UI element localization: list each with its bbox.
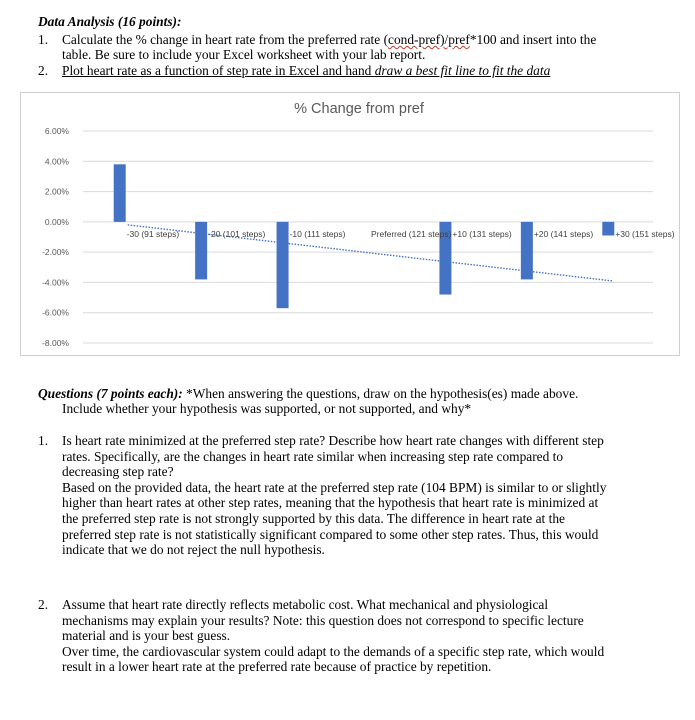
item1-text-a: Calculate the % change in heart rate from the preferred rate (	[62, 32, 389, 47]
bar-chart	[21, 93, 679, 355]
q1-line-1: Is heart rate minimized at the preferred step rate? Describe how heart rate changes with different step	[62, 433, 604, 448]
bar-2	[195, 222, 207, 280]
item2-number: 2.	[38, 63, 49, 78]
x-tick-label: Preferred (121 steps)	[371, 228, 452, 239]
y-tick-label: -2.00%	[42, 247, 69, 258]
item1-number: 1.	[38, 32, 49, 47]
bar-6	[521, 222, 533, 280]
x-tick-label: -20 (101 steps)	[208, 228, 266, 239]
q1-number: 1.	[38, 433, 49, 448]
q2-number: 2.	[38, 597, 49, 612]
questions-heading-line	[38, 386, 578, 401]
y-tick-label: 0.00%	[44, 216, 69, 227]
y-tick-label: 4.00%	[44, 156, 69, 167]
q1-line-2: rates. Specifically, are the changes in heart rate similar when increasing step rate compared to	[62, 448, 564, 464]
q1-line-3: decreasing step rate?	[62, 464, 174, 480]
q1-line-5: higher than heart rates at other step rates, meaning that the hypothesis that heart rate is minimized at	[62, 495, 599, 511]
item1-line1	[62, 32, 596, 47]
bar-1	[114, 164, 126, 222]
item1-text-c: *100 and insert into the	[469, 32, 597, 47]
chart-title: % Change from pref	[294, 101, 424, 117]
y-tick-label: -6.00%	[42, 307, 69, 318]
data-analysis-heading: Data Analysis (16 points):	[38, 14, 182, 29]
q2-line-1: Assume that heart rate directly reflects metabolic cost. What mechanical and physiological	[62, 597, 549, 612]
y-tick-label: -4.00%	[42, 277, 69, 288]
q1-line-7: preferred step rate is not statistically significant compared to some other step rates. Thus, this would	[62, 526, 599, 542]
questions-intro-1: *When answering the questions, draw on the hypothesis(es) made above.	[182, 386, 579, 401]
x-tick-label: -10 (111 steps)	[289, 228, 346, 239]
item1-line2: table. Be sure to include your Excel worksheet with your lab report.	[62, 47, 426, 62]
x-tick-label: +20 (141 steps)	[533, 228, 594, 239]
q2-line-3: material and is your best guess.	[62, 628, 231, 644]
bar-7	[602, 222, 614, 236]
y-tick-layer	[42, 126, 69, 348]
x-tick-label: -30 (91 steps)	[126, 228, 180, 239]
x-label-layer	[127, 229, 675, 239]
q1-line-6: the preferred step rate is not strongly supported by this data. The difference in heart rate at the	[62, 511, 565, 526]
questions-heading: Questions (7 points each):	[38, 386, 183, 401]
q2-line-5: result in a lower heart rate at the preferred rate because of practice by repetition.	[62, 659, 492, 675]
chart-container	[20, 92, 680, 356]
q2-line-4: Over time, the cardiovascular system could adapt to the demands of a specific step rate, which would	[62, 643, 605, 659]
y-tick-label: 2.00%	[44, 186, 69, 197]
item1-formula: cond-pref)/pref	[388, 32, 470, 47]
item2-text-a: Plot heart rate as a function of step rate in Excel and hand	[62, 63, 375, 78]
q1-line-8: indicate that we do not reject the null hypothesis.	[62, 542, 325, 558]
q2-line-2: mechanisms may explain your results? Note: this question does not correspond to specific lecture	[62, 612, 584, 628]
item2-line	[62, 63, 550, 78]
x-tick-label: +30 (151 steps)	[615, 228, 675, 239]
bar-3	[277, 222, 289, 308]
item2-text-b: draw a best fit line to fit the data	[374, 63, 551, 78]
y-tick-label: -8.00%	[42, 338, 69, 348]
y-tick-label: 6.00%	[44, 126, 69, 136]
x-tick-label: +10 (131 steps)	[452, 228, 512, 239]
q1-line-4: Based on the provided data, the heart rate at the preferred step rate (104 BPM) is similar to or slightly	[62, 479, 607, 495]
questions-intro-2: Include whether your hypothesis was supported, or not supported, and why*	[62, 401, 472, 416]
